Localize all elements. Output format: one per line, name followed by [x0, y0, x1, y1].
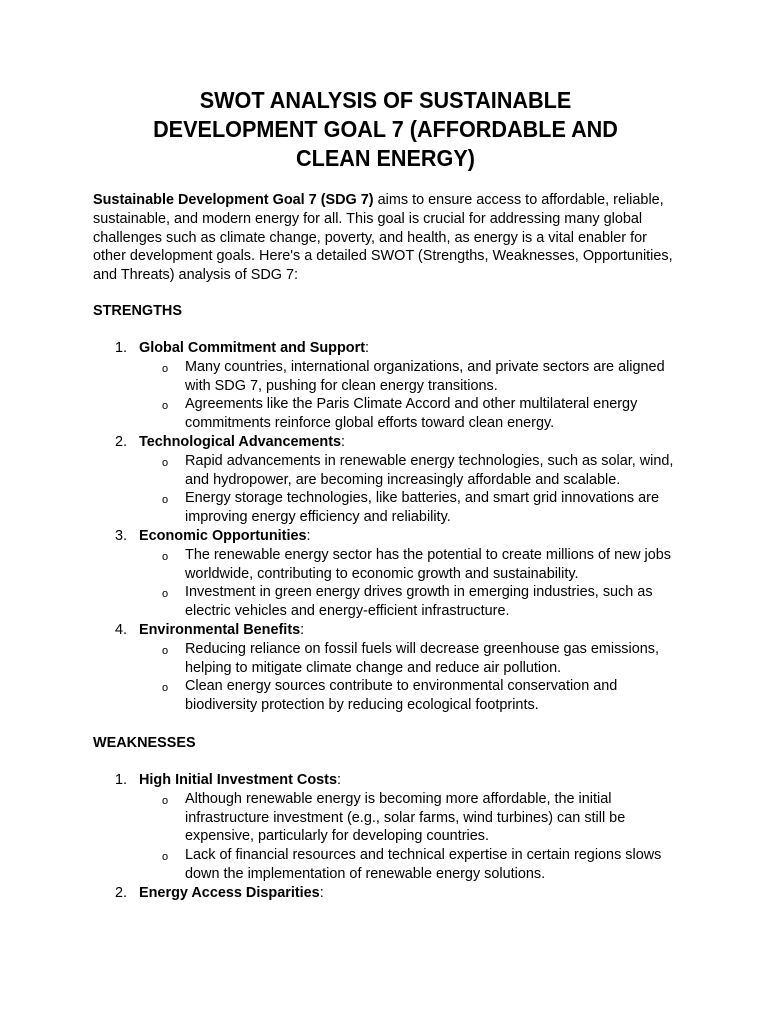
list-number: 4.	[115, 620, 128, 638]
circle-bullet-icon: o	[162, 851, 169, 864]
item-title: Economic Opportunities	[139, 526, 307, 544]
sub-bullet-text: Agreements like the Paris Climate Accord and other multilateral energy commitments reinforce global efforts toward clean energy.	[185, 395, 638, 432]
item-title-suffix: :	[306, 526, 311, 544]
list-item	[93, 621, 678, 715]
sub-bullet-text: Lack of financial resources and technical expertise in certain regions slows down the implementation of renewable energy solutions.	[185, 846, 662, 882]
list-number: 3.	[115, 526, 128, 544]
list-item	[93, 884, 678, 903]
item-title: Technological Advancements	[139, 432, 342, 450]
circle-bullet-icon: o	[162, 362, 169, 375]
list-item	[93, 339, 678, 433]
item-title: Energy Access Disparities	[139, 883, 320, 901]
sub-bullet-list	[139, 640, 678, 715]
sub-bullet-item	[139, 489, 678, 527]
list-number: 1.	[115, 770, 128, 788]
document-page	[93, 86, 678, 903]
sub-bullet-item	[139, 677, 678, 715]
sub-bullet-text: Energy storage technologies, like batteries, and smart grid innovations are improving energy efficiency and reliability.	[185, 489, 659, 526]
item-heading	[139, 433, 651, 452]
item-title-suffix: :	[365, 338, 370, 356]
circle-bullet-icon: o	[162, 794, 169, 807]
item-heading	[139, 339, 651, 358]
sub-bullet-item	[139, 452, 678, 490]
sub-bullet-item	[139, 395, 678, 433]
item-title-suffix: :	[337, 770, 342, 788]
item-heading	[139, 621, 651, 640]
intro-text: aims to ensure access to affordable, reliable, sustainable, and modern energy for all. This goal is crucial for addressing many global challenges such as climate change, poverty, and health, as energy is a vital enabler for other development goals. Here's a detailed SWOT (Strengths, Weaknesses, Opportunities, and Threats) analysis of SDG 7:	[93, 191, 673, 284]
item-title-suffix: :	[341, 432, 346, 450]
circle-bullet-icon: o	[162, 644, 169, 657]
list-number: 2.	[115, 883, 128, 901]
sub-bullet-item	[139, 583, 678, 621]
circle-bullet-icon: o	[162, 400, 169, 413]
item-title-suffix: :	[300, 620, 305, 638]
sub-bullet-list	[139, 358, 678, 433]
section-heading-strengths: STRENGTHS	[93, 301, 182, 319]
item-heading	[139, 884, 651, 903]
item-title: Global Commitment and Support	[139, 338, 366, 356]
intro-bold-lead: Sustainable Development Goal 7 (SDG 7)	[93, 191, 374, 208]
sub-bullet-list	[139, 452, 678, 527]
sub-bullet-text: Clean energy sources contribute to environmental conservation and biodiversity protection by reducing ecological footprints.	[185, 677, 618, 714]
document-title: SWOT ANALYSIS OF SUSTAINABLE DEVELOPMENT GOAL 7 (AFFORDABLE AND CLEAN ENERGY)	[153, 87, 618, 171]
numbered-list	[93, 339, 678, 715]
circle-bullet-icon: o	[162, 494, 169, 507]
circle-bullet-icon: o	[162, 456, 169, 469]
list-number: 2.	[115, 432, 128, 450]
swot-sections	[93, 301, 678, 903]
list-item	[93, 771, 678, 884]
sub-bullet-text: Many countries, international organizations, and private sectors are aligned with SDG 7, pushing for clean energy transitions.	[185, 357, 665, 394]
item-title: High Initial Investment Costs	[139, 770, 338, 788]
numbered-list	[93, 771, 678, 903]
sub-bullet-item	[139, 846, 678, 884]
sub-bullet-item	[139, 640, 678, 678]
circle-bullet-icon: o	[162, 588, 169, 601]
item-heading	[139, 771, 651, 790]
sub-bullet-text: Reducing reliance on fossil fuels will decrease greenhouse gas emissions, helping to mitigate climate change and reduce air pollution.	[185, 639, 659, 676]
sub-bullet-item	[139, 358, 678, 396]
item-heading	[139, 527, 651, 546]
sub-bullet-text: Although renewable energy is becoming more affordable, the initial infrastructure investment (e.g., solar farms, wind turbines) can still be expensive, particularly for developing countries.	[185, 789, 626, 845]
sub-bullet-list	[139, 790, 678, 884]
sub-bullet-item	[139, 546, 678, 584]
intro-paragraph	[93, 191, 674, 285]
sub-bullet-item	[139, 790, 678, 846]
circle-bullet-icon: o	[162, 550, 169, 563]
sub-bullet-text: Investment in green energy drives growth in emerging industries, such as electric vehicles and energy-efficient infrastructure.	[185, 583, 653, 620]
section-spacer	[93, 715, 678, 733]
item-title: Environmental Benefits	[139, 620, 301, 638]
sub-bullet-text: The renewable energy sector has the potential to create millions of new jobs worldwide, contributing to economic growth and sustainability.	[185, 545, 672, 582]
circle-bullet-icon: o	[162, 682, 169, 695]
item-title-suffix: :	[319, 883, 324, 901]
list-item	[93, 433, 678, 527]
sub-bullet-text: Rapid advancements in renewable energy technologies, such as solar, wind, and hydropower, are becoming increasingly affordable and scalable.	[185, 451, 674, 488]
list-number: 1.	[115, 338, 128, 356]
sub-bullet-list	[139, 546, 678, 621]
list-item	[93, 527, 678, 621]
section-heading-weaknesses: WEAKNESSES	[93, 733, 196, 751]
